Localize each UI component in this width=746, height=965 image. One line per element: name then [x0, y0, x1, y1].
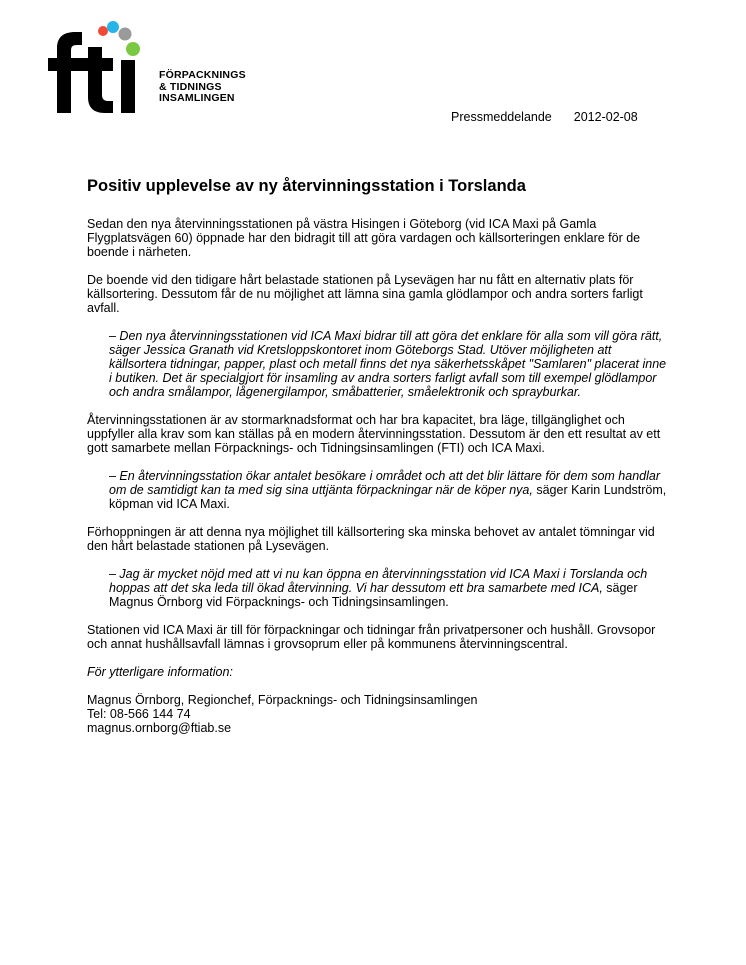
paragraph-5: Stationen vid ICA Maxi är till för förpackningar och tidningar från privatpersoner och hushåll. Grovsopor och annat hushållsavfall lämnas i grovsoprum eller på kommunens återvinningscentral. [87, 623, 656, 651]
logo-letter-f [48, 32, 82, 113]
logo-line-3: INSAMLINGEN [159, 92, 235, 104]
press-release-header [451, 110, 638, 124]
logo-wordmark [159, 70, 246, 105]
contact-phone: Tel: 08-566 144 74 [87, 707, 191, 721]
quote-lundstrom-attribution: säger Karin Lundström, köpman vid ICA Maxi. [109, 483, 667, 511]
contact-block [87, 693, 667, 735]
paragraph-1: Sedan den nya återvinningsstationen på västra Hisingen i Göteborg (vid ICA Maxi på Gamla Flygplatsvägen 60) öppnade har den bidragit till att göra vardagen och källsorteringen enklare för de boende i närheten. [87, 217, 641, 259]
quote-lundstrom-text: – En återvinningsstation ökar antalet besökare i området och att det blir lättare för dem som handlar om de samtidigt kan ta med sig sina uttjänta förpackningar när de köper nya, [109, 469, 660, 497]
paragraph-2: De boende vid den tidigare hårt belastade stationen på Lysevägen har nu fått en alternativ plats för källsortering. Dessutom får de nu möjlighet att lämna sina gamla glödlampor och andra sorters farligt avfall. [87, 273, 643, 315]
more-info-heading: För ytterligare information: [87, 665, 233, 679]
logo-line-1: FÖRPACKNINGS [159, 69, 246, 81]
contact-name: Magnus Örnborg, Regionchef, Förpacknings- och Tidningsinsamlingen [87, 693, 478, 707]
quote-granath: – Den nya återvinningsstationen vid ICA Maxi bidrar till att göra det enklare för alla som vill göra rätt, säger Jessica Granath vid Kretsloppskontoret inom Göteborgs Stad. Utöver möjligheten att källsortera tidningar, papper, plast och metall finns det nya säkerhetsskåpet "Samlaren" placerat inne i butiken. Det är specialgjort för insamling av andra sorters farligt avfall som till exempel glödlampor och andra smålampor, lågenergilampor, småbatterier, småelektronik och sprayburkar. [109, 329, 667, 399]
quote-ornborg [109, 567, 669, 609]
quote-ornborg-text: – Jag är mycket nöjd med att vi nu kan öppna en återvinningsstation vid ICA Maxi i Torslanda och hoppas att det ska leda till ökad återvinning. Vi har dessutom ett bra samarbete med ICA, [109, 567, 648, 595]
logo-letter-i [121, 60, 135, 113]
press-release-date: 2012-02-08 [573, 110, 638, 124]
logo-letter-t [82, 47, 113, 113]
paragraph-4: Förhoppningen är att denna nya möjlighet till källsortering ska minska behovet av antalet tömningar vid den hårt belastade stationen på Lysevägen. [87, 525, 655, 553]
logo-dot-gray [119, 28, 132, 41]
logo-dot-green [126, 42, 140, 56]
press-release-label: Pressmeddelande [451, 110, 552, 124]
logo-line-2: & TIDNINGS [159, 80, 222, 93]
logo-dot-orange [98, 26, 108, 36]
paragraph-3: Återvinningsstationen är av stormarknadsformat och har bra kapacitet, bra läge, tillgänglighet och uppfyller alla krav som kan ställas på en modern återvinningsstation. Dessutom är den ett resultat av ett gott samarbete mellan Förpacknings- och Tidningsinsamlingen (FTI) och ICA Maxi. [87, 413, 661, 455]
contact-email[interactable]: magnus.ornborg@ftiab.se [87, 721, 232, 735]
article-title: Positiv upplevelse av ny återvinningsstation i Torslanda [87, 177, 526, 195]
logo-dot-blue [107, 21, 119, 33]
quote-lundstrom [109, 469, 669, 511]
quote-ornborg-attribution: säger Magnus Örnborg vid Förpacknings- och Tidningsinsamlingen. [109, 581, 638, 609]
article-body [87, 176, 667, 735]
